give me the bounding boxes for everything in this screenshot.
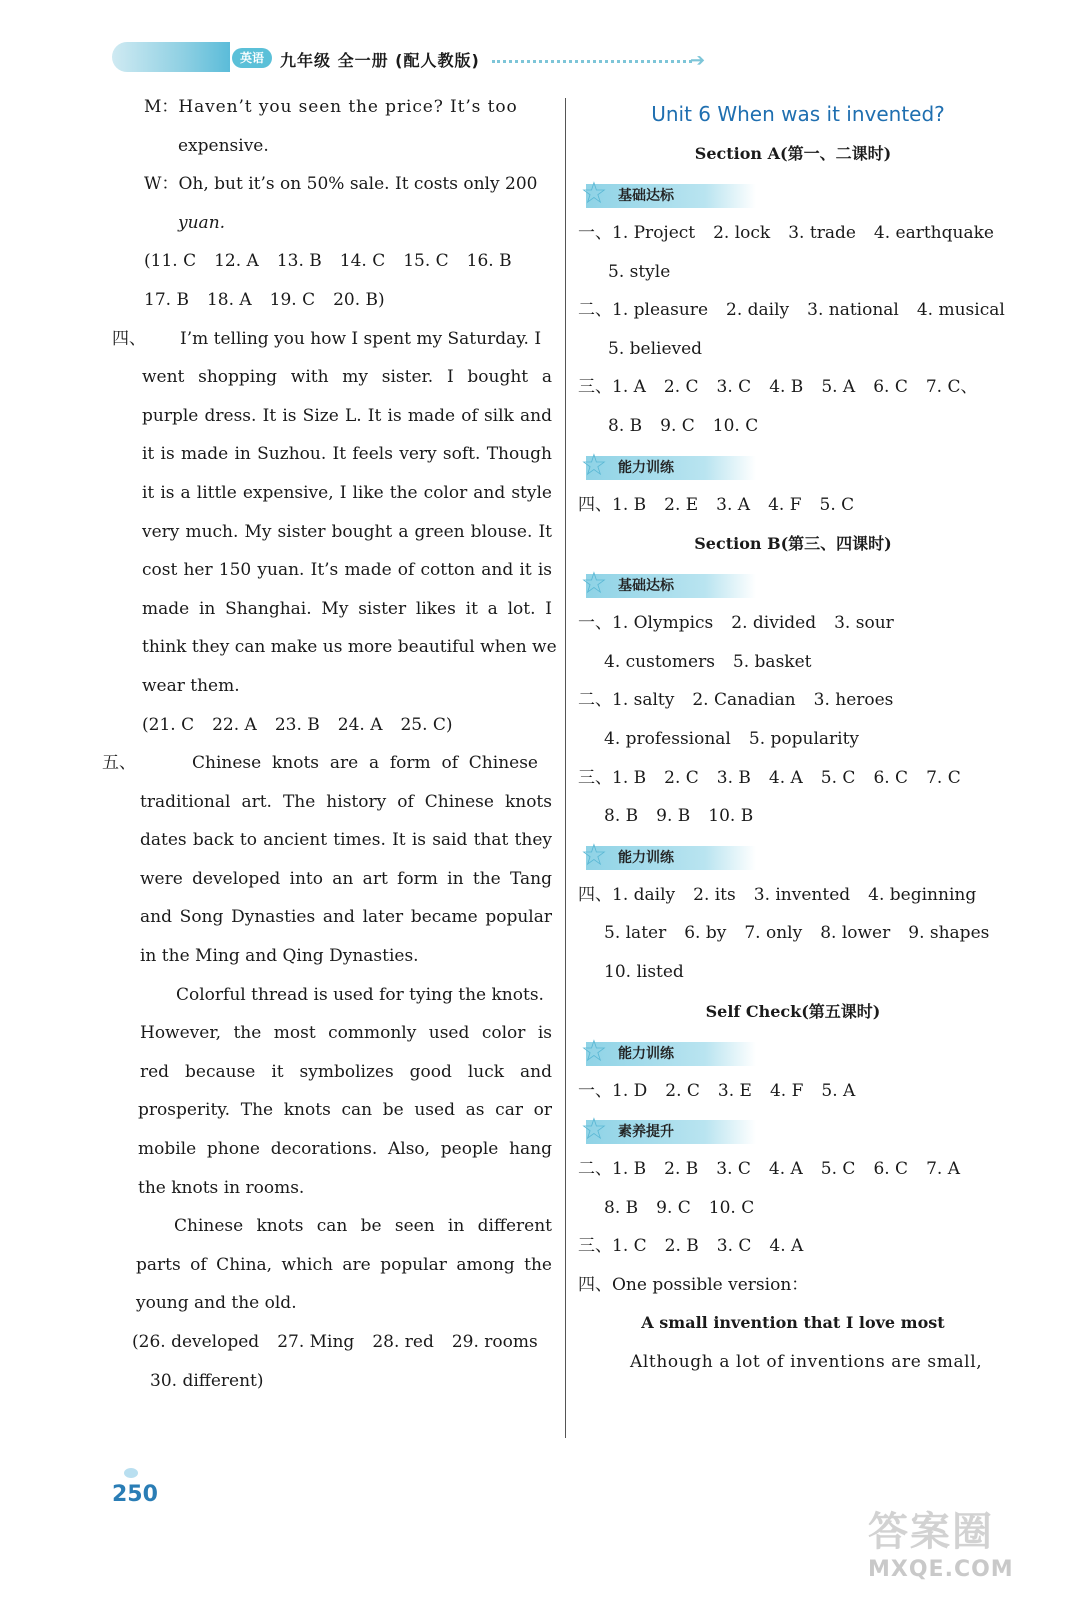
- speaker-label: M：: [144, 97, 179, 117]
- essay-title: A small invention that I love most: [641, 1313, 945, 1333]
- answer: 4. customers: [604, 651, 715, 672]
- answer-row: [578, 1150, 1008, 1189]
- section-title: Section B(第三、四课时): [694, 534, 892, 554]
- answer: 20. B): [333, 289, 385, 310]
- answer-row: [578, 797, 1008, 836]
- answer-row: [578, 1189, 1008, 1228]
- dialog-line: [112, 165, 552, 204]
- paragraph-line: it is made in Suzhou. It feels very soft. Though: [142, 444, 552, 465]
- answer: 8. B: [604, 1197, 639, 1218]
- answer: 9. C: [660, 415, 695, 436]
- answer: 6. C: [873, 1159, 909, 1180]
- answer: 15. C: [403, 251, 449, 272]
- header-band: [112, 42, 230, 72]
- answer-row: [112, 242, 552, 281]
- right-column: [578, 94, 1008, 1382]
- answer: 一、1. Olympics: [578, 613, 714, 634]
- answer: 三、1. A: [578, 377, 646, 398]
- paragraph-line: were developed into an art form in the Tang: [140, 868, 552, 889]
- tag-label: 能力训练: [618, 1045, 674, 1062]
- answer: 5. C: [819, 494, 855, 515]
- answer: 3. trade: [788, 223, 856, 243]
- answer-row: [112, 1323, 552, 1362]
- page-number: 250: [112, 1482, 158, 1507]
- paragraph-line: traditional art. The history of Chinese knots: [140, 791, 552, 812]
- answer-row: [578, 368, 1008, 407]
- page-header: [0, 0, 1066, 90]
- section-title: Section A(第一、二课时): [694, 144, 892, 163]
- answer: 6. by: [684, 923, 727, 944]
- tag-ability: [578, 837, 1008, 873]
- answer: 10. C: [708, 1197, 755, 1218]
- paragraph-line: the knots in rooms.: [138, 1177, 305, 1198]
- answer-row: [578, 1072, 1008, 1111]
- answer-row: [578, 759, 1008, 798]
- answer-row: [578, 720, 1008, 759]
- answer: 5. style: [608, 261, 671, 282]
- answer: 3. national: [807, 300, 899, 321]
- paragraph-line: it is a little expensive, I like the color and style: [142, 482, 552, 503]
- tag-ability: [578, 1033, 1008, 1069]
- answer: 4. F: [769, 1080, 804, 1101]
- answer: 3. E: [717, 1080, 752, 1101]
- answer: 9. C: [656, 1197, 691, 1218]
- dialog-text: Oh, but it’s on 50% sale. It costs only 200: [178, 174, 538, 195]
- answer: 9. shapes: [908, 923, 990, 944]
- answer-row: [578, 914, 1008, 953]
- answer: 4. A: [768, 1159, 803, 1180]
- answer: 5. C: [820, 1159, 856, 1180]
- paragraph-line: Chinese knots can be seen in different: [174, 1216, 552, 1237]
- answer: 4. professional: [604, 728, 731, 749]
- dialog-text: yuan.: [178, 212, 226, 233]
- answer: 二、1. salty: [578, 690, 675, 711]
- answer: 5. believed: [608, 338, 703, 359]
- answer: 三、1. C: [578, 1236, 647, 1257]
- answer: 6. C: [873, 377, 908, 398]
- answer-row: [578, 486, 1008, 525]
- answer-row: [578, 681, 1008, 720]
- unit-title: Unit 6 When was it invented?: [651, 102, 945, 126]
- arrow-right-icon: ➔: [690, 50, 706, 71]
- answer: 3. C: [716, 377, 752, 398]
- answer: 8. lower: [820, 923, 891, 944]
- answer: 14. C: [339, 251, 386, 272]
- answer: 3. C: [716, 1159, 751, 1180]
- answer-row: [578, 604, 1008, 643]
- dialog-text: expensive.: [178, 135, 269, 156]
- tag-label: 基础达标: [618, 188, 674, 204]
- tag-basic: [578, 176, 1008, 211]
- answer-row: [578, 214, 1008, 253]
- answer: 30. different): [150, 1370, 264, 1391]
- tag-basic: [578, 566, 1008, 602]
- answer: 13. B: [276, 251, 322, 272]
- answer: 17. B: [144, 289, 189, 310]
- answer: 12. A: [214, 251, 259, 272]
- answer: 3. A: [716, 494, 751, 515]
- answer: 4. A: [769, 1236, 804, 1257]
- answer: 18. A: [206, 289, 252, 310]
- answer: 2. divided: [731, 613, 817, 634]
- answer: 29. rooms: [451, 1332, 538, 1352]
- dialog-line: [112, 88, 552, 127]
- tag-label: 能力训练: [618, 459, 674, 476]
- answer: 二、1. B: [578, 1159, 647, 1180]
- answer: 四、1. B: [578, 494, 647, 515]
- answer: 7. only: [744, 923, 803, 944]
- answer: 3. heroes: [813, 690, 894, 711]
- answer: 6. C: [873, 767, 909, 788]
- paragraph-line: [102, 744, 552, 783]
- answer: 5. later: [604, 923, 667, 944]
- answer-row: [112, 281, 552, 320]
- paragraph-line: wear them.: [142, 675, 240, 696]
- apple-icon: [124, 1468, 138, 1478]
- tag-label: 基础达标: [618, 578, 674, 595]
- answer: (11. C: [144, 251, 197, 272]
- answer: 2. lock: [713, 223, 771, 243]
- answer: 3. invented: [753, 884, 851, 905]
- answer: 一、1. D: [578, 1080, 648, 1101]
- answer: 5. C: [820, 767, 856, 788]
- answer: 2. C: [665, 1080, 700, 1101]
- dialog-line: [112, 204, 552, 243]
- answer: 22. A: [212, 714, 257, 735]
- answer: 2. E: [664, 494, 699, 515]
- watermark: [868, 1500, 1038, 1590]
- answer: 19. C: [269, 289, 316, 310]
- answer: 25. C): [400, 714, 453, 735]
- paragraph-line: Colorful thread is used for tying the knots.: [176, 984, 544, 1005]
- paragraph-line: parts of China, which are popular among the: [136, 1254, 552, 1275]
- answer: 三、1. B: [578, 767, 647, 788]
- speaker-label: W：: [144, 174, 179, 195]
- section-label: 四、: [112, 328, 146, 349]
- answer: 2. its: [693, 884, 736, 905]
- answer: 8. B: [604, 806, 639, 827]
- answer: 4. beginning: [868, 884, 977, 905]
- essay-line: Although a lot of inventions are small,: [630, 1352, 983, 1373]
- answer: 2. C: [664, 767, 699, 788]
- answer: 5. basket: [732, 651, 812, 672]
- answer-row: [578, 1227, 1008, 1266]
- answer: 24. A: [337, 714, 383, 735]
- paragraph-line: However, the most commonly used color is: [140, 1023, 552, 1044]
- answer: 四、1. daily: [578, 884, 676, 905]
- answer: 2. B: [664, 1159, 699, 1180]
- star-icon: ☆: [580, 447, 608, 483]
- answer: 3. sour: [834, 613, 894, 634]
- answer: 2. daily: [726, 300, 790, 321]
- answer: 2. C: [663, 377, 699, 398]
- answer-row: [112, 706, 552, 745]
- answer: 7. A: [926, 1159, 960, 1180]
- paragraph-text: I’m telling you how I spent my Saturday. I: [180, 328, 542, 349]
- book-title: 九年级 全一册 (配人教版): [280, 51, 480, 70]
- dialog-text: Haven’t you seen the price? It’s too: [178, 97, 518, 117]
- paragraph-line: very much. My sister bought a green blouse. It: [142, 521, 552, 542]
- paragraph-line: made in Shanghai. My sister likes it a lot. I: [142, 598, 552, 619]
- answer: (26. developed: [132, 1332, 260, 1352]
- star-icon: ☆: [580, 566, 608, 602]
- answer-row: 四、One possible version：: [578, 1274, 809, 1295]
- answer: 5. popularity: [748, 728, 860, 749]
- answer: 10. listed: [604, 961, 684, 982]
- answer: (21. C: [142, 714, 195, 735]
- column-divider: [565, 98, 566, 1438]
- answer: 2. B: [664, 1236, 699, 1257]
- paragraph-line: red because it symbolizes good luck and: [140, 1061, 552, 1082]
- paragraph-line: and Song Dynasties and later became popular: [140, 907, 552, 928]
- answer-row: [578, 407, 1008, 446]
- answer-row: [578, 876, 1008, 915]
- answer: 28. red: [372, 1332, 434, 1352]
- tag-literacy: [578, 1112, 1008, 1148]
- answer: 4. musical: [916, 300, 1005, 321]
- paragraph-line: mobile phone decorations. Also, people hang: [138, 1139, 552, 1160]
- answer: 8. B: [608, 415, 643, 436]
- answer: 4. B: [769, 377, 804, 398]
- paragraph-line: young and the old.: [136, 1293, 297, 1314]
- paragraph-line: prosperity. The knots can be used as car or: [138, 1100, 552, 1121]
- tag-label: 素养提升: [618, 1124, 674, 1141]
- tag-label: 能力训练: [618, 849, 674, 866]
- paragraph-line: [112, 320, 552, 359]
- subject-badge: 英语: [232, 48, 272, 68]
- answer: 4. F: [768, 494, 802, 515]
- star-icon: ☆: [580, 176, 608, 211]
- answer-row: [578, 253, 1008, 292]
- answer-row: [578, 953, 1008, 992]
- answer: 3. C: [716, 1236, 752, 1257]
- answer: 10. C: [712, 415, 759, 436]
- paragraph-line: dates back to ancient times. It is said that they: [140, 830, 552, 851]
- answer-row: [112, 1362, 552, 1401]
- star-icon: ☆: [580, 1033, 608, 1069]
- answer: 23. B: [274, 714, 320, 735]
- watermark-logo-text: 答案圈: [868, 1509, 994, 1555]
- answer-row: [578, 643, 1008, 682]
- answer: 4. earthquake: [873, 223, 994, 243]
- paragraph-text: Chinese knots are a form of Chinese: [192, 753, 538, 774]
- star-icon: ☆: [580, 1112, 608, 1148]
- paragraph-line: purple dress. It is Size L. It is made of silk and: [142, 405, 552, 426]
- answer: 二、1. pleasure: [578, 300, 708, 321]
- paragraph-line: in the Ming and Qing Dynasties.: [140, 946, 419, 967]
- answer: 10. B: [708, 806, 754, 827]
- paragraph-line: went shopping with my sister. I bought a: [142, 367, 552, 388]
- star-icon: ☆: [580, 837, 608, 873]
- section-label: 五、: [102, 753, 136, 774]
- dialog-line: [112, 127, 552, 166]
- tag-ability: [578, 447, 1008, 483]
- paragraph-line: think they can make us more beautiful when we: [142, 637, 557, 658]
- left-column: [102, 88, 557, 1400]
- paragraph-line: cost her 150 yuan. It’s made of cotton and it is: [142, 560, 552, 581]
- watermark-url: MXQE.COM: [868, 1557, 1014, 1582]
- answer: 7. C: [926, 767, 961, 788]
- answer-row: [578, 291, 1008, 330]
- answer: 5. A: [821, 1080, 856, 1101]
- header-dotted-line: [492, 60, 692, 63]
- answer: 7. C、: [925, 377, 978, 398]
- section-title: Self Check(第五课时): [705, 1001, 881, 1021]
- answer: 3. B: [716, 767, 751, 788]
- answer: 16. B: [466, 251, 512, 272]
- answer: 9. B: [656, 806, 691, 827]
- answer: 27. Ming: [277, 1332, 355, 1352]
- answer-row: [578, 330, 1008, 369]
- answer: 2. Canadian: [692, 690, 796, 711]
- answer: 一、1. Project: [578, 223, 696, 243]
- answer: 4. A: [768, 767, 803, 788]
- answer: 5. A: [821, 377, 856, 398]
